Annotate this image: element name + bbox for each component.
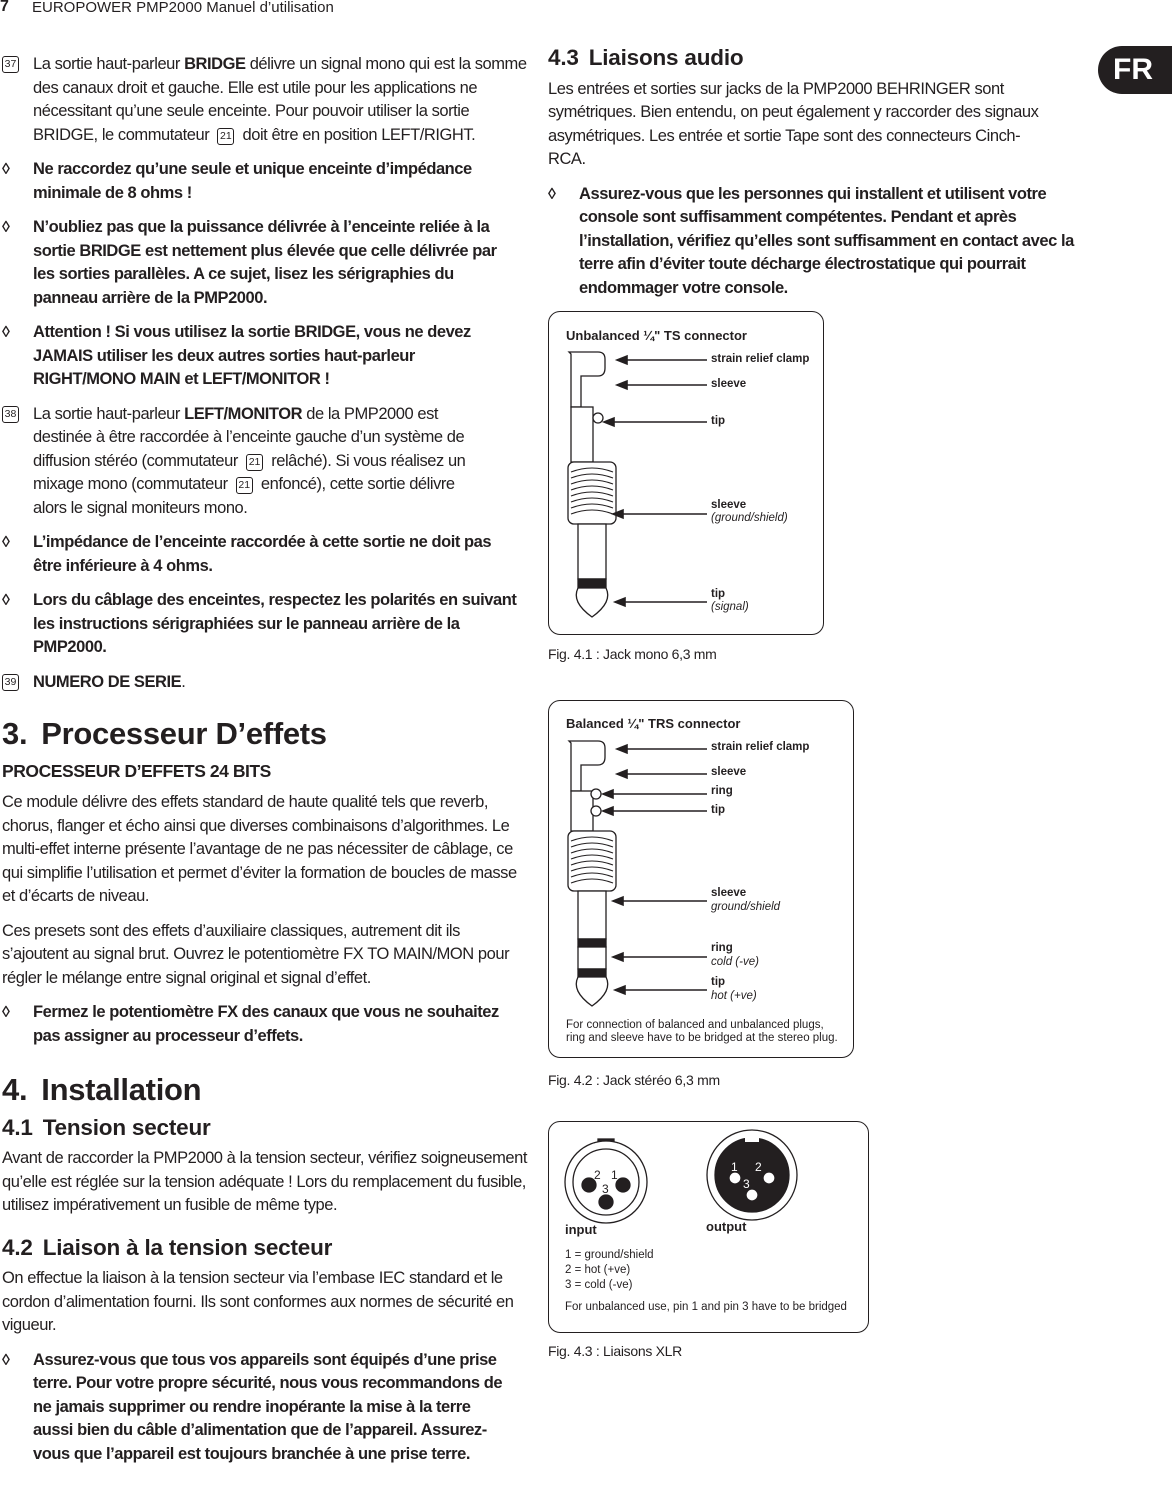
diamond-icon: ◊	[2, 592, 10, 609]
ring-section-shape	[578, 947, 606, 969]
thread-shape	[568, 462, 616, 524]
ref-badge: 21	[236, 477, 253, 494]
diamond-icon: ◊	[2, 534, 10, 551]
label-sleeve-ground: sleeve	[711, 887, 747, 899]
tip-shape	[576, 977, 608, 1006]
xlr-output-connector	[707, 1130, 797, 1220]
label-ring-cold: ring	[711, 942, 733, 954]
pin-legend-1: 1 = ground/shield	[565, 1249, 654, 1261]
warning-5: ◊ Lors du câblage des enceintes, respectez les polarités en suivant les instructions sérigraphiées sur le panneau arrière de la PMP2000.	[2, 591, 517, 656]
item-38: 38 La sortie haut-parleur LEFT/MONITOR de la PMP2000 est destinée à être raccordée à l’enceinte gauche d’un système de diffusion stéréo (commutateur 21 relâché). Si vous réalisez un mixage mono (commutateur 21 enfoncé), cette sortie délivre alors le signal moniteurs mono.	[2, 403, 473, 521]
left-column	[2, 53, 527, 1466]
insulator-ring-shape	[578, 579, 606, 588]
diamond-icon: ◊	[2, 324, 10, 341]
section-4-3-paragraph: Les entrées et sorties sur jacks de la PMP2000 BEHRINGER sont symétriques. Bien entendu, on peut également y raccorder des signaux asymétriques. Les entrée et sortie Tape sont des connecteurs Cinch-RCA.	[548, 79, 1039, 168]
page-number: 7	[0, 0, 9, 15]
label-ground-shield: (ground/shield)	[711, 512, 788, 524]
ring-connection-shape	[591, 789, 601, 799]
xlr-connector-figure	[548, 1121, 869, 1333]
item-39: 39 NUMERO DE SERIE.	[2, 671, 527, 695]
label-sleeve: sleeve	[711, 766, 747, 778]
diamond-icon: ◊	[548, 185, 556, 203]
tip-connection-shape	[593, 413, 603, 423]
diamond-icon: ◊	[2, 1351, 10, 1369]
section-4-heading: 4. Installation	[2, 1072, 202, 1107]
label-strain-relief-clamp: strain relief clamp	[711, 741, 810, 753]
section-4-2-heading: 4.2 Liaison à la tension secteur	[2, 1234, 333, 1260]
warning-6: ◊ Fermez le potentiomètre FX des canaux que vous ne souhaitez pas assigner au processeur d’effets.	[2, 1003, 499, 1045]
xlr-input-pin-1	[616, 1178, 630, 1192]
warning-1: ◊ Ne raccordez qu’une seule et unique enceinte d’impédance minimale de 8 ohms !	[2, 160, 472, 202]
insulator-ring-2-shape	[578, 969, 606, 977]
output-pin-2-label: 2	[755, 1160, 762, 1174]
label-tip: tip	[711, 415, 726, 427]
pin-legend-2: 2 = hot (+ve)	[565, 1264, 631, 1276]
label-sleeve: sleeve	[711, 378, 747, 390]
insulator-ring-1-shape	[578, 939, 606, 947]
figure-4-3-caption: Fig. 4.3 : Liaisons XLR	[548, 1343, 682, 1359]
output-label: output	[706, 1219, 747, 1234]
item-number-badge: 39	[2, 674, 19, 691]
label-tip: tip	[711, 804, 726, 816]
label-sleeve-ground: sleeve	[711, 499, 747, 511]
section-3-subheading: PROCESSEUR D’EFFETS 24 BITS	[2, 760, 271, 781]
warning-3: ◊ Attention ! Si vous utilisez la sortie BRIDGE, vous ne devez JAMAIS utiliser les deux autres sorties haut-parleur RIGHT/MONO MAIN et LEFT/MONITOR !	[2, 323, 471, 388]
label-signal: (signal)	[711, 601, 749, 613]
item-37: 37 La sortie haut-parleur BRIDGE délivre un signal mono qui est la somme des canaux droit et gauche. Elle est utile pour les applications ne nécessitant qu’une seule enceinte. Pour pouvoir utiliser la sortie BRIDGE, le commutateur 21 doit être en position LEFT/RIGHT.	[2, 53, 527, 147]
section-3-heading: 3. Processeur D’effets	[2, 716, 327, 751]
tip-connection-shape	[591, 806, 601, 816]
tip-shape	[576, 588, 608, 617]
strain-relief-clamp-shape	[569, 741, 605, 791]
warning-7: ◊ Assurez-vous que tous vos appareils sont équipés d’une prise terre. Pour votre propre sécurité, nous vous recommandons de ne jamais supprimer ou rendre inopérante la mise à la terre aussi bien du câble d’alimentation que de l’appareil. Assurez-vous que l’appareil est toujours branchée à une prise terre.	[2, 1350, 503, 1463]
strain-relief-clamp-shape	[569, 352, 605, 407]
pin-legend-3: 3 = cold (-ve)	[565, 1279, 633, 1291]
diamond-icon: ◊	[2, 161, 10, 178]
warning-2: ◊ N’oubliez pas que la puissance délivrée à l’enceinte reliée à la sortie BRIDGE est nettement plus élevée que celle délivrée par les sorties parallèles. A ce sujet, lisez les sérigraphies du panneau arrière de la PMP2000.	[2, 218, 497, 307]
input-label: input	[565, 1222, 597, 1237]
section-4-1-paragraph: Avant de raccorder la PMP2000 à la tension secteur, vérifiez soigneusement qu’elle est réglée sur la tension adéquate ! Lors du remplacement du fusible, utilisez impérativement un fusible de même type.	[2, 1149, 527, 1214]
figure-title: Balanced ¼" TRS connector	[566, 716, 741, 731]
section-4-1-heading: 4.1 Tension secteur	[2, 1114, 211, 1140]
label-ring: ring	[711, 785, 733, 797]
input-pin-3-label: 3	[602, 1182, 609, 1196]
section-4-3-heading: 4.3 Liaisons audio	[548, 45, 744, 70]
figure-title: Unbalanced ¼" TS connector	[566, 328, 747, 343]
diamond-icon: ◊	[2, 219, 10, 236]
output-pin-1-label: 1	[731, 1160, 738, 1174]
trs-connector-figure	[548, 700, 854, 1058]
xlr-input-pin-3	[599, 1195, 613, 1209]
ts-connector-figure	[548, 311, 824, 635]
label-tip-hot: tip	[711, 976, 726, 988]
ref-badge: 21	[246, 454, 263, 471]
bridging-note-line-2: ring and sleeve have to be bridged at the stereo plug.	[566, 1032, 838, 1044]
trs-plug-drawing	[549, 701, 853, 1057]
input-pin-2-label: 2	[594, 1168, 601, 1182]
right-column	[548, 46, 1073, 300]
warning-4: ◊ L’impédance de l’enceinte raccordée à cette sortie ne doit pas être inférieure à 4 ohms.	[2, 533, 492, 575]
language-tab: FR	[1098, 46, 1172, 94]
label-hot: hot (+ve)	[711, 990, 757, 1002]
label-ground-shield: ground/shield	[711, 901, 781, 913]
document-title: EUROPOWER PMP2000 Manuel d’utilisation	[32, 0, 334, 16]
warning-8: ◊ Assurez-vous que les personnes qui installent et utilisent votre console sont suffisamment compétentes. Pendant et après l’installation, vérifiez qu’elles sont suffisamment en contact avec la terre afin d’éviter toute décharge électrostatique qui pourrait endommager votre console.	[548, 184, 1074, 297]
input-pin-1-label: 1	[611, 1168, 618, 1182]
section-4-2-paragraph: On effectue la liaison à la tension secteur via l’embase IEC standard et le cordon d’alimentation fourni. Ils sont conformes aux normes de sécurité en vigueur.	[2, 1269, 514, 1334]
label-strain-relief-clamp: strain relief clamp	[711, 353, 810, 365]
figure-4-2-caption: Fig. 4.2 : Jack stéréo 6,3 mm	[548, 1072, 720, 1088]
diamond-icon: ◊	[2, 1004, 10, 1021]
label-cold: cold (-ve)	[711, 956, 759, 968]
label-tip-signal: tip	[711, 588, 726, 600]
figure-4-1-caption: Fig. 4.1 : Jack mono 6,3 mm	[548, 646, 717, 662]
section-3-paragraph-2: Ces presets sont des effets d’auxiliaire classiques, autrement dit ils s’ajoutent au signal brut. Ouvrez le potentiomètre FX TO MAIN/MON pour régler le mélange entre signal original et signal d’effet.	[2, 921, 510, 987]
shaft-shape	[578, 891, 606, 939]
xlr-input-connector	[565, 1139, 647, 1223]
item-number-badge: 37	[2, 56, 19, 73]
unbalanced-note: For unbalanced use, pin 1 and pin 3 have to be bridged	[565, 1301, 847, 1313]
output-pin-3-label: 3	[743, 1177, 750, 1191]
sleeve-body-shape	[571, 791, 593, 831]
item-number-badge: 38	[2, 406, 19, 423]
xlr-output-pin-2	[763, 1172, 775, 1184]
sleeve-body-shape	[571, 407, 593, 462]
section-3-paragraph-1: Ce module délivre des effets standard de haute qualité tels que reverb, chorus, flanger et écho ainsi que diverses combinaisons d’algorithmes. Le multi-effet interne présente l’avantage de ne pas nécessiter de câblage, ce qui simplifie l’utilisation et permet d’éviter la formation de boucles de masse et d’écarts de niveau.	[2, 793, 517, 905]
shaft-shape	[578, 524, 606, 579]
bridging-note-line-1: For connection of balanced and unbalanced plugs,	[566, 1019, 824, 1031]
ref-badge: 21	[217, 128, 234, 145]
